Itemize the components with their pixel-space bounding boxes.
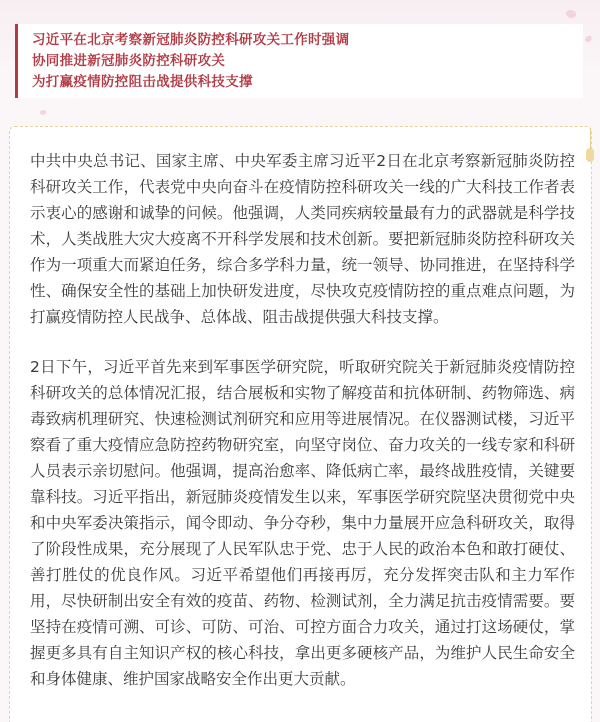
headline-line-3: 为打赢疫情防控阻击战提供科技支撑 (32, 74, 253, 90)
lantern-string-decoration (590, 128, 591, 148)
article-body (30, 148, 575, 716)
headline-line-1: 习近平在北京考察新冠肺炎防控科研攻关工作时强调 (32, 32, 350, 48)
article-paragraph-2: 2日下午，习近平首先来到军事医学研究院，听取研究院关于新冠肺炎疫情防控科研攻关的总体情况汇报，结合展板和实物了解疫苗和抗体研制、药物筛选、病毒致病机理研究、快速检测试剂研究和应用等进展情况。在仪器测试楼，习近平察看了重大疫情应急防控药物研究室，向坚守岗位、奋力攻关的一线专家和科研人员表示亲切慰问。他强调，提高治愈率、降低病亡率，最终战胜疫情，关键要靠科技。习近平指出，新冠肺炎疫情发生以来，军事医学研究院坚决贯彻党中央和中央军委决策指示，闻令即动、争分夺秒，集中力量展开应急科研攻关，取得了阶段性成果，充分展现了人民军队忠于党、忠于人民的政治本色和敢打硬仗、善打胜仗的优良作风。习近平希望他们再接再厉，充分发挥突击队和主力军作用，尽快研制出安全有效的疫苗、药物、检测试剂，全力满足抗击疫情需要。要坚持在疫情可溯、可诊、可防、可治、可控方面合力攻关，通过打这场硬仗，掌握更多具有自主知识产权的核心科技，拿出更多硬核产品，为维护人民生命安全和身体健康、维护国家战略安全作出更大贡献。 (30, 358, 575, 688)
lantern-decoration (586, 148, 594, 162)
headline-line-2: 协同推进新冠肺炎防控科研攻关 (32, 53, 226, 69)
headline-box (15, 24, 583, 98)
article-paragraph-1: 中共中央总书记、国家主席、中央军委主席习近平2日在北京考察新冠肺炎防控科研攻关工作，代表党中央向奋斗在疫情防控科研攻关一线的广大科技工作者表示衷心的感谢和诚挚的问候。他强调，人类同疾病较量最有力的武器就是科学技术，人类战胜大灾大疫离不开科学发展和技术创新。要把新冠肺炎防控科研攻关作为一项重大而紧迫任务，综合多学科力量，统一领导、协同推进，在坚持科学性、确保安全性的基础上加快研发进度，尽快攻克疫情防控的重点难点问题，为打赢疫情防控人民战争、总体战、阻击战提供强大科技支撑。 (30, 152, 575, 326)
